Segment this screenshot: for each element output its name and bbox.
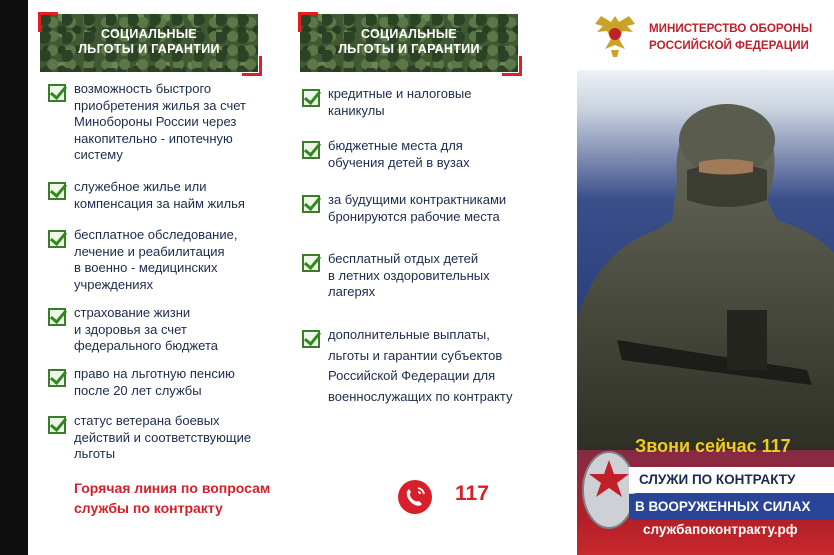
- list-item: [48, 305, 218, 355]
- list-item: [48, 413, 251, 463]
- benefit-text: служебное жилье или компенсация за найм жилья: [74, 179, 245, 211]
- hotline-number[interactable]: 117: [455, 482, 489, 505]
- phone-icon[interactable]: [398, 480, 432, 514]
- serve-contract-text: СЛУЖИ ПО КОНТРАКТУ: [639, 472, 796, 487]
- checkbox-checked-icon: [302, 89, 320, 107]
- list-item: [48, 179, 245, 212]
- checkbox-checked-icon: [302, 141, 320, 159]
- benefit-text: бесплатный отдых детей в летних оздоровительных лагерях: [328, 251, 490, 299]
- checkbox-checked-icon: [302, 254, 320, 272]
- hotline-text: Горячая линия по вопросам службы по контракту: [74, 480, 271, 516]
- list-item: [302, 138, 470, 171]
- benefit-text: кредитные и налоговые каникулы: [328, 86, 472, 118]
- list-item: [48, 227, 237, 293]
- list-item: [48, 366, 235, 399]
- checkbox-checked-icon: [48, 84, 66, 102]
- checkbox-checked-icon: [302, 330, 320, 348]
- checkbox-checked-icon: [48, 230, 66, 248]
- list-item: [302, 86, 471, 119]
- brochure-page: [28, 0, 818, 555]
- list-item: [302, 327, 513, 407]
- call-now-text: Звони сейчас 117: [635, 436, 791, 456]
- benefit-text: возможность быстрого приобретения жилья за счет Минобороны России через накопительно - ипотечную систему: [74, 81, 247, 162]
- armed-forces-text: В ВООРУЖЕННЫХ СИЛАХ: [635, 499, 811, 514]
- column2-header-banner: СОЦИАЛЬНЫЕ ЛЬГОТЫ И ГАРАНТИИ: [300, 14, 518, 72]
- benefit-text: за будущими контрактниками бронируются рабочие места: [328, 192, 507, 224]
- armed-forces-bar: [629, 494, 834, 520]
- column1-header-banner: СОЦИАЛЬНЫЕ ЛЬГОТЫ И ГАРАНТИИ: [40, 14, 258, 72]
- benefit-text: страхование жизни и здоровья за счет федерального бюджета: [74, 305, 219, 353]
- benefit-text: бюджетные места для обучения детей в вузах: [328, 138, 470, 170]
- list-item: [302, 192, 506, 225]
- benefit-text: бесплатное обследование, лечение и реабилитация в военно - медицинских учреждениях: [74, 227, 238, 292]
- checkbox-checked-icon: [48, 369, 66, 387]
- benefit-text: статус ветерана боевых действий и соответствующие льготы: [74, 413, 252, 461]
- corner-mark-icon: [502, 56, 522, 76]
- corner-mark-icon: [38, 12, 58, 32]
- benefit-text: дополнительные выплаты, льготы и гарантии субъектов Российской Федерации для военнослужащих по контракту: [328, 327, 513, 404]
- checkbox-checked-icon: [302, 195, 320, 213]
- corner-mark-icon: [242, 56, 262, 76]
- ministry-header: [577, 0, 834, 70]
- soldier-photo: [577, 70, 834, 450]
- list-item: [302, 251, 490, 301]
- checkbox-checked-icon: [48, 182, 66, 200]
- ministry-title: МИНИСТЕРСТВО ОБОРОНЫ РОССИЙСКОЙ ФЕДЕРАЦИИ: [649, 22, 813, 52]
- benefit-text: право на льготную пенсию после 20 лет службы: [74, 366, 235, 398]
- website-link[interactable]: службапоконтракту.рф: [643, 522, 798, 537]
- serve-contract-bar: [629, 467, 834, 493]
- promo-panel: [577, 0, 834, 555]
- checkbox-checked-icon: [48, 308, 66, 326]
- checkbox-checked-icon: [48, 416, 66, 434]
- double-headed-eagle-icon: [587, 10, 643, 60]
- corner-mark-icon: [298, 12, 318, 32]
- list-item: [48, 81, 246, 164]
